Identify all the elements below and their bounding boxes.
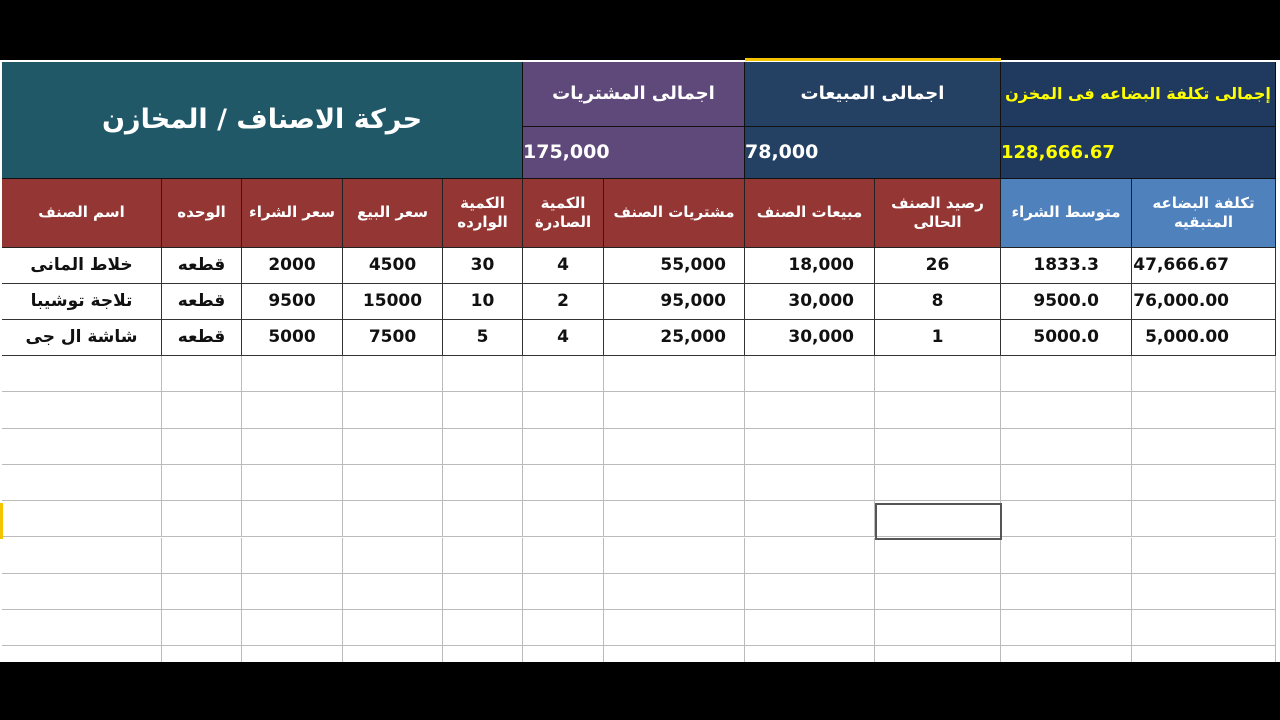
empty-cell[interactable] xyxy=(1132,646,1276,662)
cell-sell-price[interactable]: 15000 xyxy=(343,284,443,320)
empty-cell[interactable] xyxy=(343,429,443,465)
cell-buy-price[interactable]: 5000 xyxy=(242,320,343,356)
empty-cell[interactable] xyxy=(875,356,1001,392)
cell-item-purchases[interactable]: 25,000 xyxy=(604,320,745,356)
empty-cell[interactable] xyxy=(604,392,745,428)
empty-cell[interactable] xyxy=(745,392,875,428)
empty-cell[interactable] xyxy=(443,501,523,537)
header-current-balance: رصيد الصنف الحالى xyxy=(875,179,1001,248)
cell-remaining-cost[interactable]: 76,000.00 xyxy=(1132,284,1276,320)
empty-cell[interactable] xyxy=(2,501,162,537)
cell-current-balance[interactable]: 1 xyxy=(875,320,1001,356)
empty-cell[interactable] xyxy=(523,610,604,646)
spreadsheet[interactable] xyxy=(0,60,1280,662)
empty-cell[interactable] xyxy=(242,574,343,610)
empty-cell[interactable] xyxy=(875,610,1001,646)
empty-cell[interactable] xyxy=(745,429,875,465)
cell-item-sales[interactable]: 18,000 xyxy=(745,248,875,284)
empty-cell[interactable] xyxy=(523,392,604,428)
empty-cell[interactable] xyxy=(343,574,443,610)
header-qty-out: الكمية الصادرة xyxy=(523,179,604,248)
empty-cell[interactable] xyxy=(443,356,523,392)
column-highlight xyxy=(745,58,1001,61)
empty-cell[interactable] xyxy=(343,646,443,662)
empty-cell[interactable] xyxy=(242,465,343,501)
empty-cell[interactable] xyxy=(443,538,523,574)
empty-cell[interactable] xyxy=(1001,501,1132,537)
empty-cell[interactable] xyxy=(523,646,604,662)
empty-cell[interactable] xyxy=(162,501,242,537)
empty-cell[interactable] xyxy=(242,538,343,574)
header-sell-price: سعر البيع xyxy=(343,179,443,248)
cell-sell-price[interactable]: 7500 xyxy=(343,320,443,356)
empty-cell[interactable] xyxy=(443,574,523,610)
header-item-purchases: مشتريات الصنف xyxy=(604,179,745,248)
empty-cell[interactable] xyxy=(1001,610,1132,646)
empty-cell[interactable] xyxy=(523,501,604,537)
cell-qty-out[interactable]: 2 xyxy=(523,284,604,320)
empty-cell[interactable] xyxy=(242,501,343,537)
cell-qty-in[interactable]: 5 xyxy=(443,320,523,356)
empty-cell[interactable] xyxy=(875,646,1001,662)
total-sales-value: 78,000 xyxy=(745,127,1001,179)
empty-cell[interactable] xyxy=(604,429,745,465)
cell-item-purchases[interactable]: 55,000 xyxy=(604,248,745,284)
empty-cell[interactable] xyxy=(162,356,242,392)
cell-unit[interactable]: قطعه xyxy=(162,320,242,356)
empty-cell[interactable] xyxy=(523,465,604,501)
empty-cell[interactable] xyxy=(2,646,162,662)
empty-cell[interactable] xyxy=(604,574,745,610)
cell-item-name[interactable]: خلاط المانى xyxy=(2,248,162,284)
empty-cell[interactable] xyxy=(162,538,242,574)
empty-cell[interactable] xyxy=(162,392,242,428)
cell-remaining-cost[interactable]: 5,000.00 xyxy=(1132,320,1276,356)
empty-cell[interactable] xyxy=(162,574,242,610)
empty-cell[interactable] xyxy=(162,646,242,662)
empty-cell[interactable] xyxy=(2,465,162,501)
empty-cell[interactable] xyxy=(162,465,242,501)
total-purchases-label: اجمالى المشتريات xyxy=(523,62,745,127)
empty-cell[interactable] xyxy=(343,610,443,646)
empty-cell[interactable] xyxy=(443,429,523,465)
empty-cell[interactable] xyxy=(2,538,162,574)
empty-cell[interactable] xyxy=(875,538,1001,574)
empty-cell[interactable] xyxy=(875,465,1001,501)
header-item-name: اسم الصنف xyxy=(2,179,162,248)
empty-cell[interactable] xyxy=(2,429,162,465)
header-qty-in: الكمية الوارده xyxy=(443,179,523,248)
cell-avg-buy[interactable]: 5000.0 xyxy=(1001,320,1132,356)
empty-cell[interactable] xyxy=(745,538,875,574)
empty-cell[interactable] xyxy=(443,392,523,428)
empty-cell[interactable] xyxy=(1132,465,1276,501)
empty-cell[interactable] xyxy=(1001,392,1132,428)
empty-cell[interactable] xyxy=(745,356,875,392)
empty-cell[interactable] xyxy=(162,610,242,646)
stock-cost-value: 128,666.67 xyxy=(1001,127,1276,179)
empty-cell[interactable] xyxy=(875,501,1001,537)
empty-cell[interactable] xyxy=(523,356,604,392)
empty-cell[interactable] xyxy=(162,429,242,465)
cell-current-balance[interactable]: 8 xyxy=(875,284,1001,320)
cell-item-sales[interactable]: 30,000 xyxy=(745,284,875,320)
empty-cell[interactable] xyxy=(1001,538,1132,574)
empty-cell[interactable] xyxy=(1132,501,1276,537)
empty-cell[interactable] xyxy=(343,465,443,501)
empty-cell[interactable] xyxy=(242,610,343,646)
empty-cell[interactable] xyxy=(1001,574,1132,610)
cell-item-name[interactable]: شاشة ال جى xyxy=(2,320,162,356)
empty-cell[interactable] xyxy=(745,646,875,662)
empty-cell[interactable] xyxy=(523,429,604,465)
empty-cell[interactable] xyxy=(2,392,162,428)
empty-cell[interactable] xyxy=(875,574,1001,610)
empty-cell[interactable] xyxy=(875,392,1001,428)
empty-cell[interactable] xyxy=(1132,429,1276,465)
cell-qty-in[interactable]: 30 xyxy=(443,248,523,284)
empty-cell[interactable] xyxy=(1001,356,1132,392)
header-remaining-cost: تكلفة البضاعه المتبقيه xyxy=(1132,179,1276,248)
cell-item-name[interactable]: تلاجة توشيبا xyxy=(2,284,162,320)
empty-cell[interactable] xyxy=(745,465,875,501)
header-buy-price: سعر الشراء xyxy=(242,179,343,248)
header-unit: الوحده xyxy=(162,179,242,248)
empty-cell[interactable] xyxy=(343,356,443,392)
empty-cell[interactable] xyxy=(2,356,162,392)
cell-item-sales[interactable]: 30,000 xyxy=(745,320,875,356)
sheet-title: حركة الاصناف / المخازن xyxy=(2,62,523,179)
cell-qty-out[interactable]: 4 xyxy=(523,248,604,284)
empty-cell[interactable] xyxy=(443,465,523,501)
empty-cell[interactable] xyxy=(2,574,162,610)
empty-cell[interactable] xyxy=(604,610,745,646)
empty-cell[interactable] xyxy=(604,465,745,501)
empty-cell[interactable] xyxy=(745,501,875,537)
cell-avg-buy[interactable]: 1833.3 xyxy=(1001,248,1132,284)
empty-cell[interactable] xyxy=(443,646,523,662)
empty-cell[interactable] xyxy=(242,356,343,392)
empty-cell[interactable] xyxy=(1132,574,1276,610)
empty-cell[interactable] xyxy=(242,429,343,465)
empty-cell[interactable] xyxy=(242,646,343,662)
empty-cell[interactable] xyxy=(604,356,745,392)
cell-remaining-cost[interactable]: 47,666.67 xyxy=(1132,248,1276,284)
empty-cell[interactable] xyxy=(523,574,604,610)
cell-buy-price[interactable]: 9500 xyxy=(242,284,343,320)
empty-cell[interactable] xyxy=(343,538,443,574)
empty-cell[interactable] xyxy=(1001,646,1132,662)
empty-cell[interactable] xyxy=(1001,429,1132,465)
empty-cell[interactable] xyxy=(343,501,443,537)
empty-cell[interactable] xyxy=(1132,392,1276,428)
cell-buy-price[interactable]: 2000 xyxy=(242,248,343,284)
total-sales-label: اجمالى المبيعات xyxy=(745,62,1001,127)
stock-cost-label: إجمالى تكلفة البضاعه فى المخزن xyxy=(1001,62,1276,127)
empty-cell[interactable] xyxy=(604,501,745,537)
cell-qty-out[interactable]: 4 xyxy=(523,320,604,356)
empty-cell[interactable] xyxy=(604,646,745,662)
cell-qty-in[interactable]: 10 xyxy=(443,284,523,320)
header-item-sales: مبيعات الصنف xyxy=(745,179,875,248)
cell-current-balance[interactable]: 26 xyxy=(875,248,1001,284)
cell-unit[interactable]: قطعه xyxy=(162,284,242,320)
header-avg-buy: متوسط الشراء xyxy=(1001,179,1132,248)
empty-cell[interactable] xyxy=(745,610,875,646)
empty-cell[interactable] xyxy=(604,538,745,574)
total-purchases-value: 175,000 xyxy=(523,127,745,179)
empty-cell[interactable] xyxy=(1001,465,1132,501)
empty-cell[interactable] xyxy=(875,429,1001,465)
empty-cell[interactable] xyxy=(443,610,523,646)
empty-cell[interactable] xyxy=(523,538,604,574)
cell-sell-price[interactable]: 4500 xyxy=(343,248,443,284)
empty-cell[interactable] xyxy=(1132,610,1276,646)
empty-cell[interactable] xyxy=(242,392,343,428)
empty-cell[interactable] xyxy=(343,392,443,428)
empty-cell[interactable] xyxy=(1132,538,1276,574)
empty-cell[interactable] xyxy=(1132,356,1276,392)
row-highlight xyxy=(0,503,3,539)
cell-avg-buy[interactable]: 9500.0 xyxy=(1001,284,1132,320)
cell-item-purchases[interactable]: 95,000 xyxy=(604,284,745,320)
empty-cell[interactable] xyxy=(2,610,162,646)
cell-unit[interactable]: قطعه xyxy=(162,248,242,284)
empty-cell[interactable] xyxy=(745,574,875,610)
